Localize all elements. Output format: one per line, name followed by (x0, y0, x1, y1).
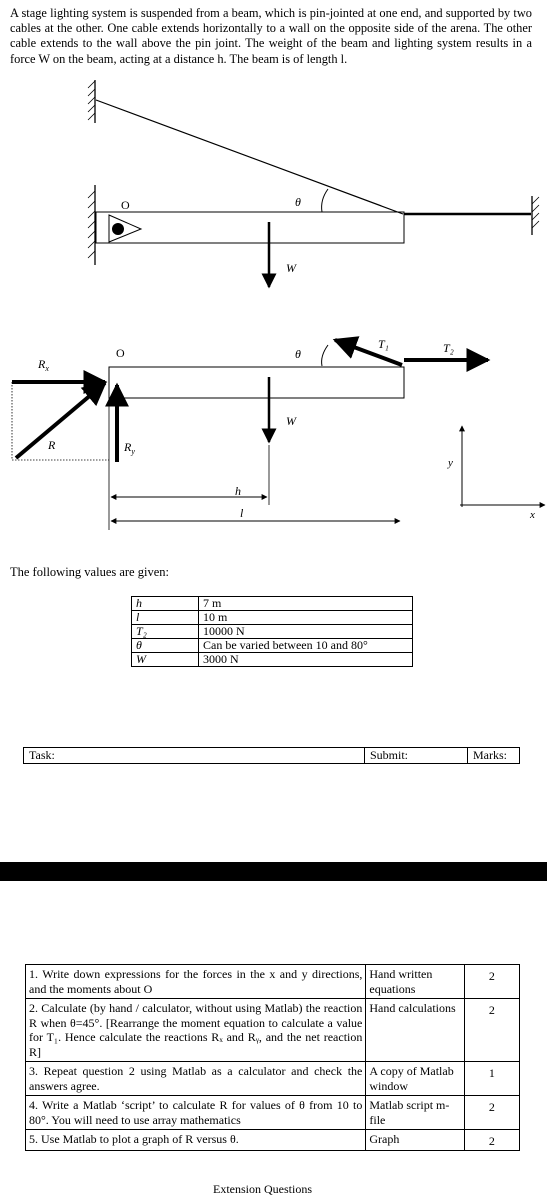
theta-label: θ (295, 195, 301, 209)
task-submit: Graph (366, 1130, 464, 1151)
given-value: 10000 N (199, 625, 413, 639)
given-symbol: θ (132, 639, 199, 653)
task-row (26, 999, 520, 1062)
free-body-diagram (12, 340, 545, 530)
fbd-pin-label-o: O (116, 346, 125, 360)
ry-label: $R_y$ (124, 440, 135, 456)
rx-label: $R_x$ (38, 357, 49, 373)
l-label: l (240, 506, 244, 520)
weight-label: W (286, 261, 296, 275)
task-marks: 2 (464, 999, 519, 1062)
task-header-submit: Submit: (365, 748, 468, 764)
task-row (26, 965, 520, 999)
task-row (26, 1096, 520, 1130)
diagram-structure (88, 80, 539, 287)
given-value: 3000 N (199, 653, 413, 667)
task-submit: A copy of Matlab window (366, 1062, 464, 1096)
given-values-table (131, 596, 413, 667)
problem-statement: A stage lighting system is suspended from a beam, which is pin-jointed at one end, and supported by two cables at the other. One cable extends horizontally to a wall on the opposite side of the arena. The other cable extends to the wall above the pin joint. The weight of the beam and lighting system results in a force W on the beam, acting at a distance h. The beam is of length l. (10, 6, 532, 66)
task-marks: 1 (464, 1062, 519, 1096)
task-submit: Matlab script m-file (366, 1096, 464, 1130)
given-row (132, 625, 413, 639)
task-submit: Hand written equations (366, 965, 464, 999)
pin-label-o: O (121, 198, 130, 212)
given-row (132, 653, 413, 667)
task-marks: 2 (464, 1096, 519, 1130)
given-symbol: l (132, 611, 199, 625)
task-row (26, 1062, 520, 1096)
task-header-task: Task: (24, 748, 365, 764)
page-break-band (0, 862, 547, 881)
given-symbol: h (132, 597, 199, 611)
task-header (23, 747, 520, 764)
given-symbol: T₂ (132, 625, 199, 639)
t1-arrow (335, 340, 402, 365)
given-value: 10 m (199, 611, 413, 625)
angled-cable (96, 100, 403, 214)
task-row (26, 1130, 520, 1151)
given-values-label: The following values are given: (10, 565, 169, 579)
theta-arc (322, 189, 328, 212)
given-row (132, 597, 413, 611)
resultant-arrow (16, 383, 105, 458)
fbd-theta-arc (322, 345, 328, 366)
task-question: 3. Repeat question 2 using Matlab as a calculator and check the answers agree. (26, 1062, 366, 1096)
given-symbol: W (132, 653, 199, 667)
h-label: h (235, 484, 241, 498)
extension-heading: Extension Questions (213, 1182, 312, 1196)
upper-wall-hatch (88, 81, 95, 120)
given-row (132, 611, 413, 625)
beam-diagrams (0, 80, 547, 550)
fbd-beam (109, 367, 404, 398)
given-value: Can be varied between 10 and 80° (199, 639, 413, 653)
task-question: 5. Use Matlab to plot a graph of R versus θ. (26, 1130, 366, 1151)
x-axis-label: x (530, 509, 535, 521)
task-marks: 2 (464, 1130, 519, 1151)
t2-label: T₂ (443, 341, 454, 355)
resultant-label: R (48, 438, 56, 452)
given-value: 7 m (199, 597, 413, 611)
tasks-table (25, 964, 520, 1151)
fbd-weight-label: W (286, 414, 296, 428)
fbd-theta-label: θ (295, 347, 301, 361)
task-submit: Hand calculations (366, 999, 464, 1062)
y-axis-label: y (448, 457, 453, 469)
given-row (132, 639, 413, 653)
pin-wall-hatch (88, 191, 95, 258)
t1-label: T₁ (378, 337, 389, 351)
task-question: 2. Calculate (by hand / calculator, without using Matlab) the reaction R when θ=45°. [Rearrange the moment equation to calculate a value for T₁. Hence calculate the reactions Rₓ and Rᵧ, and the net reaction R] (26, 999, 366, 1062)
task-question: 1. Write down expressions for the forces in the x and y directions, and the moments about O (26, 965, 366, 999)
right-wall-hatch (532, 197, 539, 228)
task-question: 4. Write a Matlab ‘script’ to calculate R for values of θ from 10 to 80°. You will need to use array mathematics (26, 1096, 366, 1130)
task-header-marks: Marks: (468, 748, 520, 764)
task-marks: 2 (464, 965, 519, 999)
pin-joint (112, 223, 124, 235)
beam (96, 212, 404, 243)
